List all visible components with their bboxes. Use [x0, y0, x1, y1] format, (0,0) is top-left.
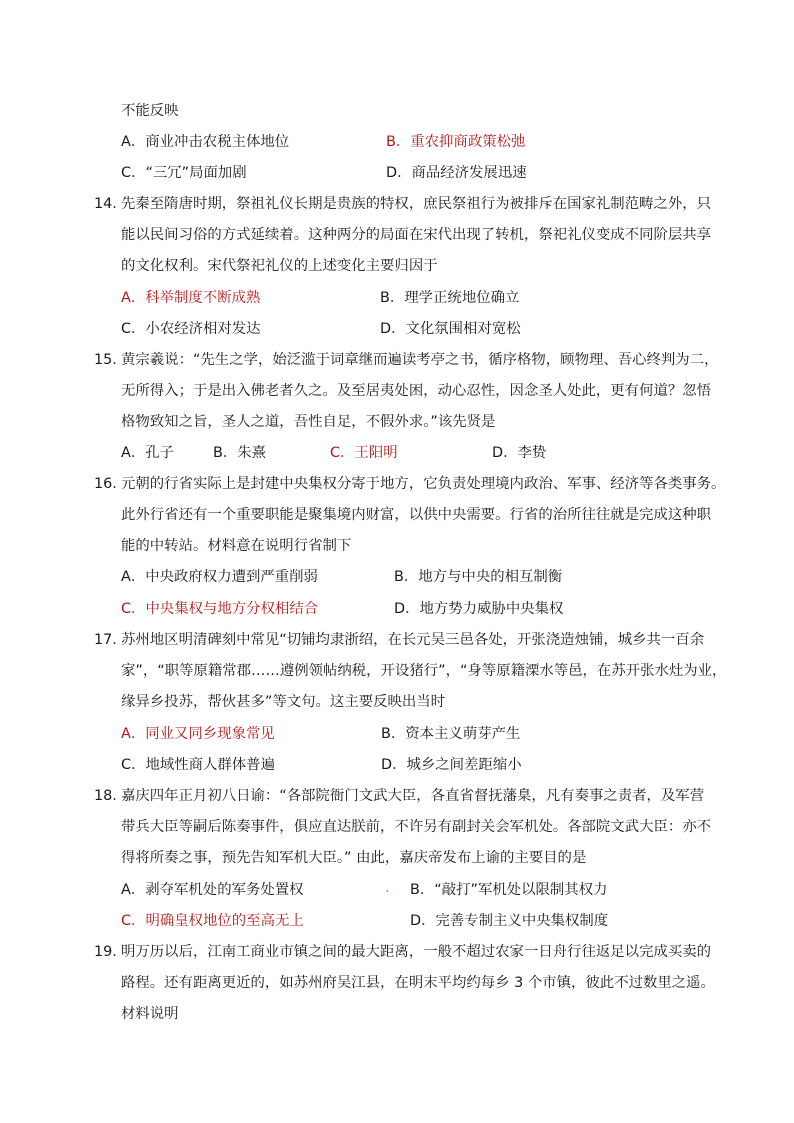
q18-option-a: A．剥夺军机处的军务处置权: [121, 882, 304, 898]
q17-option-a: A．同业又同乡现象常见: [121, 726, 275, 742]
q15-option-d: D．李贽: [492, 445, 547, 461]
q16-number: 16.: [94, 476, 117, 492]
q18-option-c: C．明确皇权地位的至高无上: [121, 913, 304, 929]
q14-option-d: D．文化氛围相对宽松: [380, 321, 521, 337]
q19-stem-line-3: 材料说明: [121, 1006, 179, 1022]
q17-option-d: D．城乡之间差距缩小: [381, 757, 522, 773]
q14-stem-line-3: 的文化权利。宋代祭祀礼仪的上述变化主要归因于: [121, 258, 438, 274]
q14-option-b: B．理学正统地位确立: [380, 290, 520, 306]
q13-stem-continuation: 不能反映: [121, 103, 179, 119]
q18-stray-dot: .: [385, 880, 390, 896]
q14-stem-line-1: 先秦至隋唐时期，祭祖礼仪长期是贵族的特权，庶民祭祖行为被排斥在国家礼制范畴之外，只: [121, 196, 712, 212]
q19-stem-line-2: 路程。还有距离更近的，如苏州府吴江县，在明末平均约每乡 3 个市镇，彼此不过数里之遥。: [121, 975, 715, 991]
q14-number: 14.: [94, 196, 117, 212]
q18-stem-line-2: 带兵大臣等嗣后陈奏事件，俱应直达朕前，不许另有副封关会军机处。各部院文武大臣：亦不: [121, 819, 712, 835]
q16-stem-line-3: 能的中转站。材料意在说明行省制下: [121, 538, 352, 554]
q18-stem-line-1: 嘉庆四年正月初八日谕：“各部院衙门文武大臣，各直省督抚藩臬，凡有奏事之责者，及军营: [121, 788, 705, 804]
q17-number: 17.: [94, 632, 117, 648]
q16-option-c: C．中央集权与地方分权相结合: [121, 601, 319, 617]
q17-stem-line-2: 家”，“职等原籍常郡……遵例领帖纳税，开设猪行”，“身等原籍溧水等邑，在苏开张水灶为业，: [121, 663, 727, 679]
q15-stem-line-1: 黄宗羲说：“先生之学，始泛滥于词章继而遍读考亭之书，循序格物，顾物理、吾心终判为二，: [121, 352, 719, 368]
q18-option-d: D．完善专制主义中央集权制度: [410, 913, 609, 929]
q18-stem-line-3: 得将所奏之事，预先告知军机大臣。” 由此，嘉庆帝发布上谕的主要目的是: [121, 850, 587, 866]
q16-stem-line-1: 元朝的行省实际上是封建中央集权分寄于地方，它负责处理境内政治、军事、经济等各类事务。: [121, 476, 726, 492]
q14-option-c: C．小农经济相对发达: [121, 321, 261, 337]
q13-option-c: C．“三冗”局面加剧: [121, 165, 247, 181]
q16-stem-line-2: 此外行省还有一个重要职能是聚集境内财富，以供中央需要。行省的治所往往就是完成这种职: [121, 507, 712, 523]
q15-option-b: B．朱熹: [213, 445, 267, 461]
q14-stem-line-2: 能以民间习俗的方式延续着。这种两分的局面在宋代出现了转机，祭祀礼仪变成不同阶层共享: [121, 227, 712, 243]
q16-option-b: B．地方与中央的相互制衡: [394, 569, 563, 585]
q19-number: 19.: [94, 944, 117, 960]
q17-stem-line-3: 缘异乡投苏，帮伙甚多”等文句。这主要反映出当时: [121, 694, 446, 710]
q16-option-a: A．中央政府权力遭到严重削弱: [121, 569, 318, 585]
q14-option-a: A．科举制度不断成熟: [121, 290, 261, 306]
q13-option-a: A．商业冲击农税主体地位: [121, 134, 290, 150]
q19-stem-line-1: 明万历以后，江南工商业市镇之间的最大距离，一般不超过农家一日舟行往返足以完成买卖的: [121, 944, 712, 960]
q15-number: 15.: [94, 352, 117, 368]
q15-stem-line-3: 格物致知之旨，圣人之道，吾性自足，不假外求。”该先贤是: [121, 414, 496, 430]
q18-option-b: B．“敲打”军机处以限制其权力: [410, 882, 608, 898]
q18-number: 18.: [94, 788, 117, 804]
q15-stem-line-2: 无所得入；于是出入佛老者久之。及至居夷处困，动心忍性，因念圣人处此，更有何道？忽悟: [121, 383, 712, 399]
q17-stem-line-1: 苏州地区明清碑刻中常见“切铺均隶浙绍，在长元吴三邑各处，开张浇造烛铺，城乡共一百余: [121, 632, 705, 648]
q15-option-c: C．王阳明: [330, 445, 398, 461]
q17-option-b: B．资本主义萌芽产生: [381, 726, 521, 742]
q17-option-c: C．地域性商人群体普遍: [121, 757, 275, 773]
q15-option-a: A．孔子: [121, 445, 175, 461]
q16-option-d: D．地方势力威胁中央集权: [394, 601, 564, 617]
q13-option-b: B．重农抑商政策松弛: [386, 134, 526, 150]
q13-option-d: D．商品经济发展迅速: [386, 165, 527, 181]
